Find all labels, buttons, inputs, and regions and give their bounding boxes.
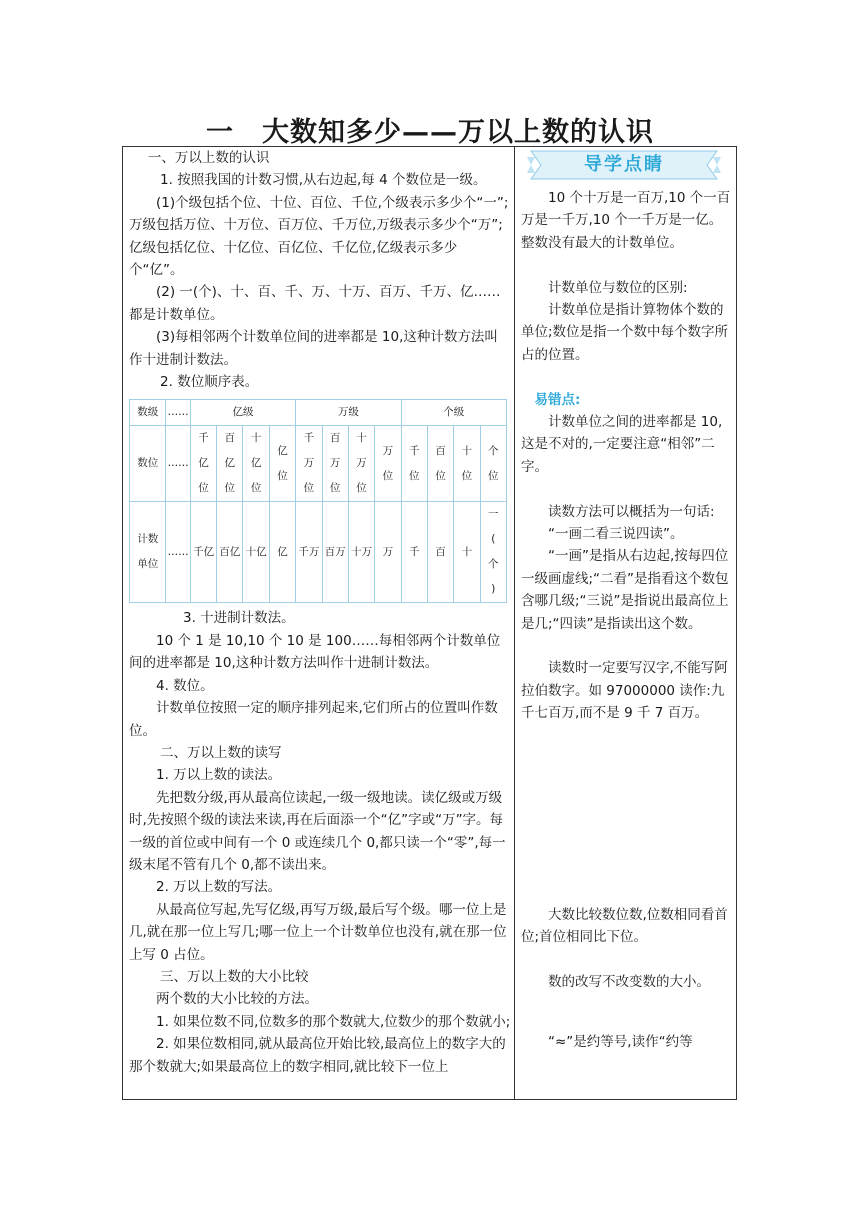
section-3-subheading: 两个数的大小比较的方法。 [156, 991, 318, 1008]
note-comparison: 大数比较数位数,位数相同看首位;首位相同比下位。 [521, 906, 728, 946]
row-label-level: 数级 [130, 400, 166, 426]
section-1-heading: 一、万以上数的认识 [147, 150, 270, 166]
unit-cell: 千亿 [190, 502, 216, 603]
section-1-item-1c: (3)每相邻两个计数单位间的进率都是 10,这种计数方法叫作十进制计数法。 [129, 329, 498, 368]
unit-cell: 百 [427, 502, 453, 603]
unit-cell: 千万 [296, 502, 322, 603]
unit-cell: 一 ( 个 ) [480, 502, 506, 603]
unit-cell: 亿 [269, 502, 295, 603]
unit-cell: 十亿 [243, 502, 269, 603]
note-writing: 读数时一定要写汉字,不能写阿拉伯数字。如 97000000 读作:九千七百万,而不是 9 千 7 百万。 [521, 660, 728, 722]
row-label-unit: 计数 单位 [130, 502, 166, 603]
section-1-item-4: 4. 数位。 [156, 677, 214, 694]
section-2-item-2: 2. 万以上数的写法。 [156, 879, 282, 896]
guide-banner [527, 149, 721, 181]
warning-label: 易错点: [534, 391, 581, 408]
note-reading-title: 读数方法可以概括为一句话: [548, 503, 715, 520]
table-row-position [130, 426, 507, 502]
position-cell: 十 亿 位 [243, 426, 269, 502]
section-1-item-3a: 10 个 1 是 10,10 个 10 是 100……每相邻两个计数单位间的进率都是 10,这种计数方法叫作十进制计数法。 [129, 632, 501, 672]
ellipsis-cell: …… [166, 426, 190, 502]
table-row-unit [130, 502, 507, 603]
section-3-item-2: 2. 如果位数相同,就从最高位开始比较,最高位上的数字大的那个数就大;如果最高位上的数字相同,就比较下一位上 [129, 1036, 506, 1075]
level-ge: 个级 [401, 400, 506, 426]
section-1-item-1a: (1)个级包括个位、十位、百位、千位,个级表示多少个“一”;万级包括万位、十万位、百万位、千万位,万级表示多少个“万”;亿级包括亿位、十亿位、百亿位、千亿位,亿级表示多少个“亿”。 [129, 194, 509, 279]
section-1-item-1: 1. 按照我国的计数习惯,从右边起,每 4 个数位是一级。 [160, 172, 487, 189]
section-2-item-2a: 从最高位写起,先写亿级,再写万级,最后写个级。哪一位上是几,就在那一位上写几;哪一位上一个计数单位也没有,就在那一位上写 0 占位。 [129, 901, 507, 963]
unit-cell: 百万 [322, 502, 348, 603]
unit-cell: 十 [454, 502, 480, 603]
section-2-item-1: 1. 万以上数的读法。 [156, 767, 282, 784]
note-reading-quote: “一画二看三说四读”。 [548, 526, 684, 543]
position-cell: 百 亿 位 [217, 426, 243, 502]
ellipsis-cell: …… [166, 400, 190, 426]
position-cell: 万 位 [375, 426, 401, 502]
note-difference-title: 计数单位与数位的区别: [548, 279, 688, 296]
main-column [129, 147, 511, 1078]
unit-cell: 百亿 [217, 502, 243, 603]
note-reading: “一画”是指从右边起,按每四位一级画虚线;“二看”是指看这个数包含哪几级;“三说”是指说出最高位上是几;“四读”是指读出这个数。 [521, 548, 729, 632]
section-3-item-1: 1. 如果位数不同,位数多的那个数就大,位数少的那个数就小; [156, 1013, 511, 1030]
position-cell: 千 位 [401, 426, 427, 502]
note-approx: “≈”是约等号,读作“约等 [548, 1034, 693, 1051]
section-1-item-2: 2. 数位顺序表。 [160, 374, 259, 391]
unit-cell: 十万 [348, 502, 374, 603]
position-cell: 百 位 [427, 426, 453, 502]
note-units-chain: 10 个十万是一百万,10 个一百万是一千万,10 个一千万是一亿。整数没有最大的计数单位。 [521, 190, 731, 251]
position-cell: 千 万 位 [296, 426, 322, 502]
banner-title: 导学点睛 [584, 154, 664, 175]
unit-cell: 万 [375, 502, 401, 603]
note-rewrite: 数的改写不改变数的大小。 [548, 973, 710, 990]
ellipsis-cell: …… [166, 502, 190, 603]
table-row-level [130, 400, 507, 426]
unit-cell: 千 [401, 502, 427, 603]
position-cell: 十 万 位 [348, 426, 374, 502]
level-yi: 亿级 [190, 400, 295, 426]
row-label-position: 数位 [130, 426, 166, 502]
section-1-item-1b: (2) 一(个)、十、百、千、万、十万、百万、千万、亿……都是计数单位。 [129, 284, 501, 323]
position-cell: 亿 位 [269, 426, 295, 502]
section-1-item-3: 3. 十进制计数法。 [183, 610, 295, 627]
section-2-heading: 二、万以上数的读写 [160, 744, 282, 761]
sidebar-notes [521, 147, 731, 1054]
position-cell: 千 亿 位 [190, 426, 216, 502]
level-wan: 万级 [296, 400, 401, 426]
note-warning: 计数单位之间的进率都是 10,这是不对的,一定要注意“相邻”二字。 [521, 414, 723, 475]
section-2-item-1a: 先把数分级,再从最高位读起,一级一级地读。读亿级或万级时,先按照个级的读法来读,再在后面添一个“亿”字或“万”字。每一级的首位或中间有一个 0 或连续几个 0,都只读一个“零”,每一级末尾不管有几个 0,都不读出来。 [129, 789, 506, 873]
place-value-table [129, 399, 507, 603]
page-title: 一 大数知多少——万以上数的认识 [206, 117, 654, 148]
column-divider [514, 146, 515, 1100]
position-cell: 个 位 [480, 426, 506, 502]
section-1-item-4a: 计数单位按照一定的顺序排列起来,它们所占的位置叫作数位。 [129, 700, 498, 739]
note-difference: 计数单位是指计算物体个数的单位;数位是指一个数中每个数字所占的位置。 [521, 302, 729, 363]
section-3-heading: 三、万以上数的大小比较 [160, 968, 309, 985]
position-cell: 百 万 位 [322, 426, 348, 502]
position-cell: 十 位 [454, 426, 480, 502]
